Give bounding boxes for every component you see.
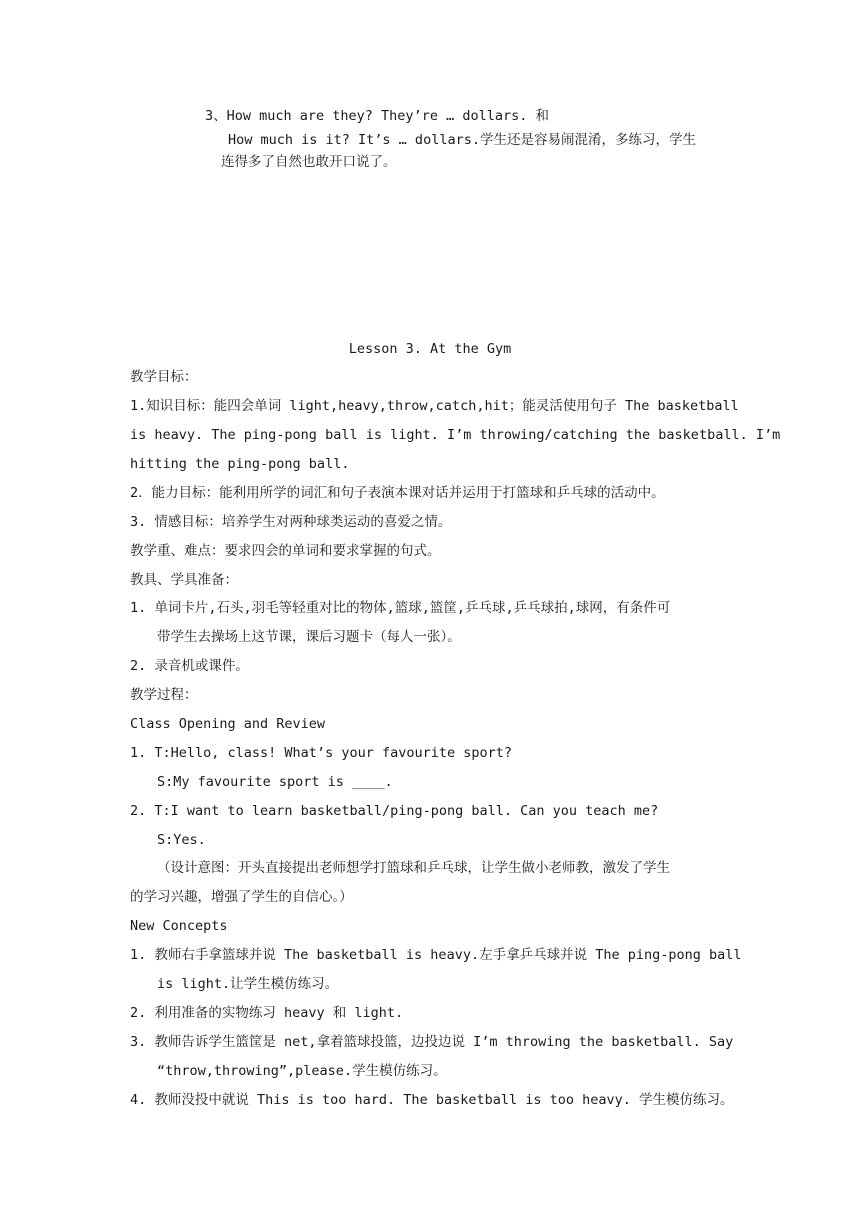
opening-heading: Class Opening and Review	[130, 716, 326, 732]
item3-line3: 连得多了自然也敢开口说了。	[221, 154, 397, 170]
process-heading: 教学过程：	[130, 687, 198, 703]
concept-4: 4. 教师没投中就说 This is too hard. The basketball is too heavy. 学生模仿练习。	[130, 1092, 734, 1108]
opening-2-line2: S:Yes.	[157, 832, 206, 848]
opening-2-line1: 2. T:I want to learn basketball/ping-pong ball. Can you teach me?	[130, 803, 659, 819]
concept-3-line1: 3. 教师告诉学生篮筐是 net,拿着篮球投篮，边投边说 I’m throwing the basketball. Say	[130, 1034, 734, 1050]
design-note-line2: 的学习兴趣，增强了学生的自信心。）	[130, 889, 353, 905]
item3-line1: 3、How much are they? They’re … dollars. 和	[205, 108, 549, 124]
lesson-title: Lesson 3. At the Gym	[348, 341, 512, 357]
objective-2: 2．能力目标：能利用所学的词汇和句子表演本课对话并运用于打篮球和乒乓球的活动中。	[130, 485, 665, 501]
new-concepts-heading: New Concepts	[130, 918, 228, 934]
prep-1-line1: 1. 单词卡片,石头,羽毛等轻重对比的物体,篮球,篮筐,乒乓球,乒乓球拍,球网，有条件可	[130, 600, 671, 616]
prep-1-line2: 带学生去操场上这节课，课后习题卡（每人一张）。	[157, 629, 461, 645]
objective-1-line2: is heavy. The ping-pong ball is light. I’m throwing/catching the basketball. I’m	[130, 427, 781, 443]
item3-line2: How much is it? It’s … dollars.学生还是容易闹混淆，多练习，学生	[228, 132, 696, 148]
concept-1-line1: 1. 教师右手拿篮球并说 The basketball is heavy.左手拿乒乓球并说 The ping-pong ball	[130, 947, 742, 963]
concept-1-line2: is light.让学生模仿练习。	[157, 976, 339, 992]
key-points: 教学重、难点：要求四会的单词和要求掌握的句式。	[130, 543, 441, 559]
objective-1-line1: 1.知识目标：能四会单词 light,heavy,throw,catch,hit；能灵活使用句子 The basketball	[130, 398, 739, 414]
prep-2: 2. 录音机或课件。	[130, 658, 249, 674]
opening-1-line1: 1. T:Hello, class! What’s your favourite sport?	[130, 745, 513, 761]
objective-1-line3: hitting the ping-pong ball.	[130, 456, 350, 472]
concept-3-line2: “throw,throwing”,please.学生模仿练习。	[157, 1063, 447, 1079]
concept-2: 2. 利用准备的实物练习 heavy 和 light.	[130, 1005, 404, 1021]
design-note-line1: （设计意图：开头直接提出老师想学打篮球和乒乓球，让学生做小老师教，激发了学生	[157, 860, 670, 876]
prep-heading: 教具、学具准备：	[130, 572, 238, 588]
opening-1-line2: S:My favourite sport is ____.	[157, 774, 393, 790]
objective-3: 3. 情感目标：培养学生对两种球类运动的喜爱之情。	[130, 514, 452, 530]
objectives-heading: 教学目标：	[130, 369, 198, 385]
